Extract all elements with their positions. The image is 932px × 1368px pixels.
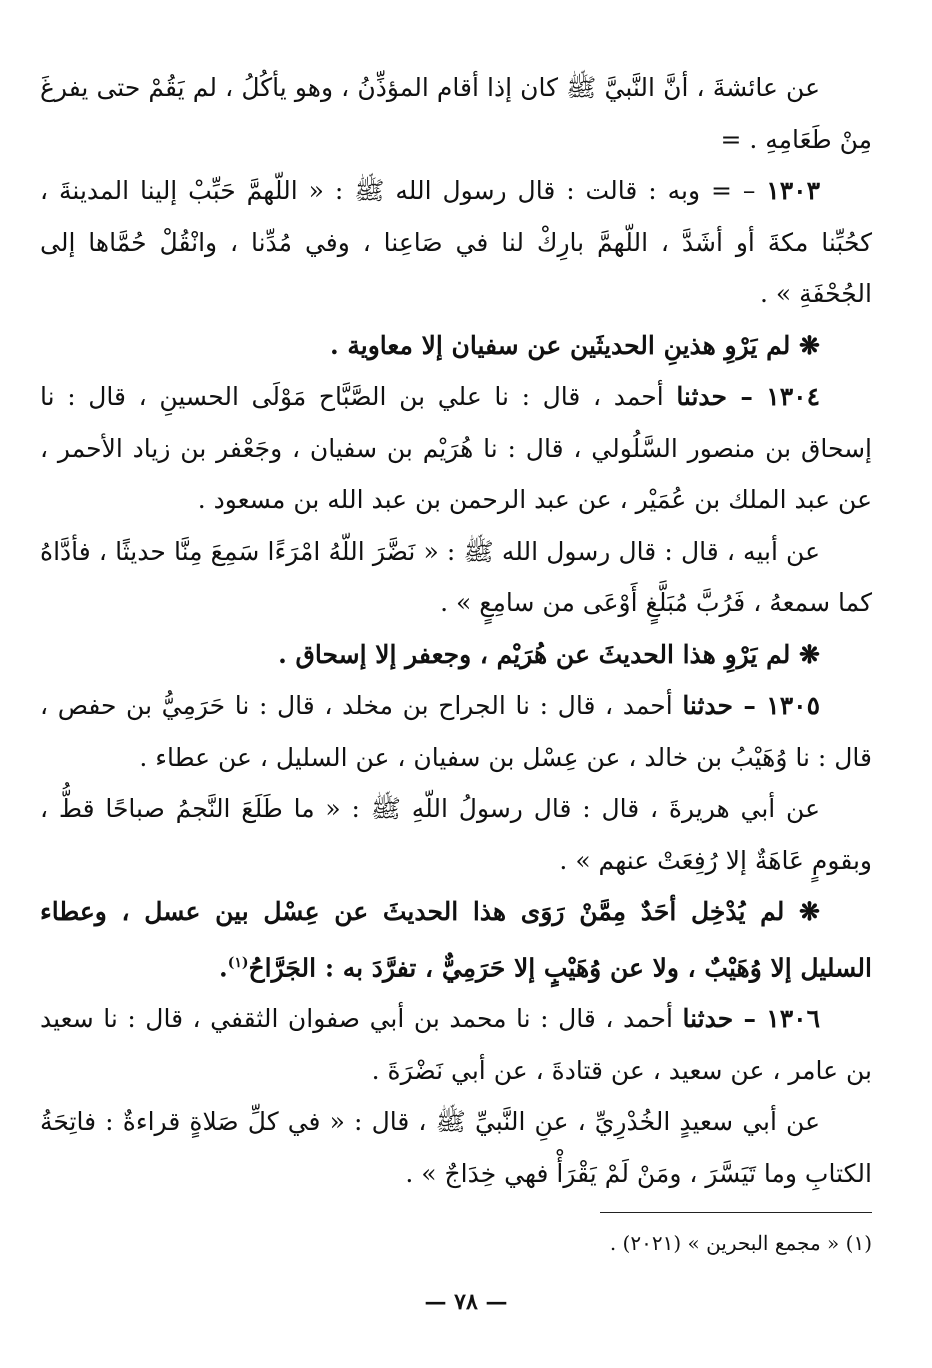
hadith-number: ١٣٠٥ <box>766 691 820 720</box>
paragraph-isnad-continuation <box>40 62 872 165</box>
note-text: ❋ لم يَرْوِ هذينِ الحديثَين عن سفيان إلا معاوية . <box>329 330 820 360</box>
commentary-note <box>40 320 872 372</box>
commentary-note <box>40 629 872 681</box>
page-number <box>0 1287 932 1317</box>
footnote-text: (١) « مجمع البحرين » (٢٠٢١) . <box>609 1231 872 1255</box>
paragraph-text: عن عائشةَ ، أنَّ النَّبيَّ ﷺ كان إذا أقام المؤذِّنُ ، وهو يأكُلُ ، لم يَقُمْ حتى يفرغَ مِنْ طَعَامِهِ . = <box>40 73 872 154</box>
hadith-matn <box>40 1096 872 1199</box>
paragraph-text: عن أبي سعيدٍ الخُدْرِيِّ ، عنِ النَّبيِّ ﷺ ، قال : « في كلِّ صَلاةٍ قراءةٌ : فاتِحَةُ الكتابِ وما تَيَسَّرَ ، ومَنْ لَمْ يَقْرَأْ فهي خِدَاجٌ » . <box>40 1107 872 1188</box>
note-text: ❋ لم يُدْخِل أحَدٌ مِمَّنْ رَوَى هذا الحديثَ عن عِسْل بين عسل ، وعطاء السليل إلا وُهَيْبٌ ، ولا عن وُهَيْبٍ إلا حَرَمِيٌّ ، تفرَّدَ به : الجَرَّاحُ <box>40 897 872 982</box>
paragraph-text: عن أبيه ، قال : قال رسول الله ﷺ : « نَضَّرَ اللّهُ امْرَءًا سَمِعَ مِنَّا حديثًا ، فأدَّاهُ كما سمعهُ ، فَرُبَّ مُبَلَّغٍ أَوْعَى من سامِعٍ » . <box>40 536 872 617</box>
paragraph-text: أحمد ، قال : نا محمد بن أبي صفوان الثقفي ، قال : نا سعيد بن عامر ، عن سعيد ، عن قتادةَ ، عن أبي نَضْرَةَ . <box>40 1004 872 1085</box>
page-body <box>40 62 872 1199</box>
hadith-number: ١٣٠٦ <box>766 1004 820 1034</box>
hadith-lead: – حدثنا <box>682 1004 767 1034</box>
hadith-lead: – حدثنا <box>676 382 767 411</box>
hadith-1304 <box>40 371 872 526</box>
hadith-1306 <box>40 993 872 1096</box>
hadith-number: ١٣٠٤ <box>766 382 821 411</box>
commentary-note <box>40 886 872 993</box>
note-text: ❋ لم يَرْوِ هذا الحديثَ عن هُرَيْم ، وجعفر إلا إسحاق . <box>278 639 820 669</box>
hadith-1303 <box>40 165 872 320</box>
note-tail: . <box>219 952 228 982</box>
footnote-divider <box>600 1212 872 1213</box>
footnote <box>40 1228 872 1258</box>
hadith-matn <box>40 783 872 886</box>
hadith-matn <box>40 526 872 629</box>
hadith-lead: – حدثنا <box>682 691 767 720</box>
page-number-text: — ٧٨ — <box>424 1289 508 1315</box>
paragraph-text: عن أبي هريرةَ ، قال : قال رسولُ اللّهِ ﷺ : « ما طَلَعَ النَّجمُ صباحًا قطُّ ، وبقومٍ عَاهَةٌ إلا رُفِعَتْ عنهم » . <box>40 794 872 875</box>
paragraph-text: – = وبه : قالت : قال رسول الله ﷺ : « اللّهمَّ حَبِّبْ إلينا المدينةَ ، كحُبِّنا مكةَ أو أشَدَّ ، اللّهمَّ بارِكْ لنا في صَاعِنا ، وفي مُدِّنا ، وانْقُلْ حُمَّاها إلى الجُحْفَةِ » . <box>40 176 872 308</box>
footnote-reference[interactable]: (١) <box>227 954 249 971</box>
hadith-number: ١٣٠٣ <box>766 176 820 205</box>
paragraph-text: أحمد ، قال : نا الجراح بن مخلد ، قال : نا حَرَمِيُّ بن حفص ، قال : نا وُهَيْبُ بن خالد ، عن عِسْل بن سفيان ، عن السليل ، عن عطاء . <box>40 691 872 772</box>
hadith-1305 <box>40 680 872 783</box>
paragraph-text: أحمد ، قال : نا علي بن الصَّبَّاح مَوْلَى الحسينِ ، قال : نا إسحاق بن منصور السَّلُولي ، قال : نا هُرَيْم بن سفيان ، وجَعْفر بن زياد الأحمر ، عن عبد الملك بن عُمَيْر ، عن عبد الرحمن بن عبد الله بن مسعود . <box>40 382 872 514</box>
